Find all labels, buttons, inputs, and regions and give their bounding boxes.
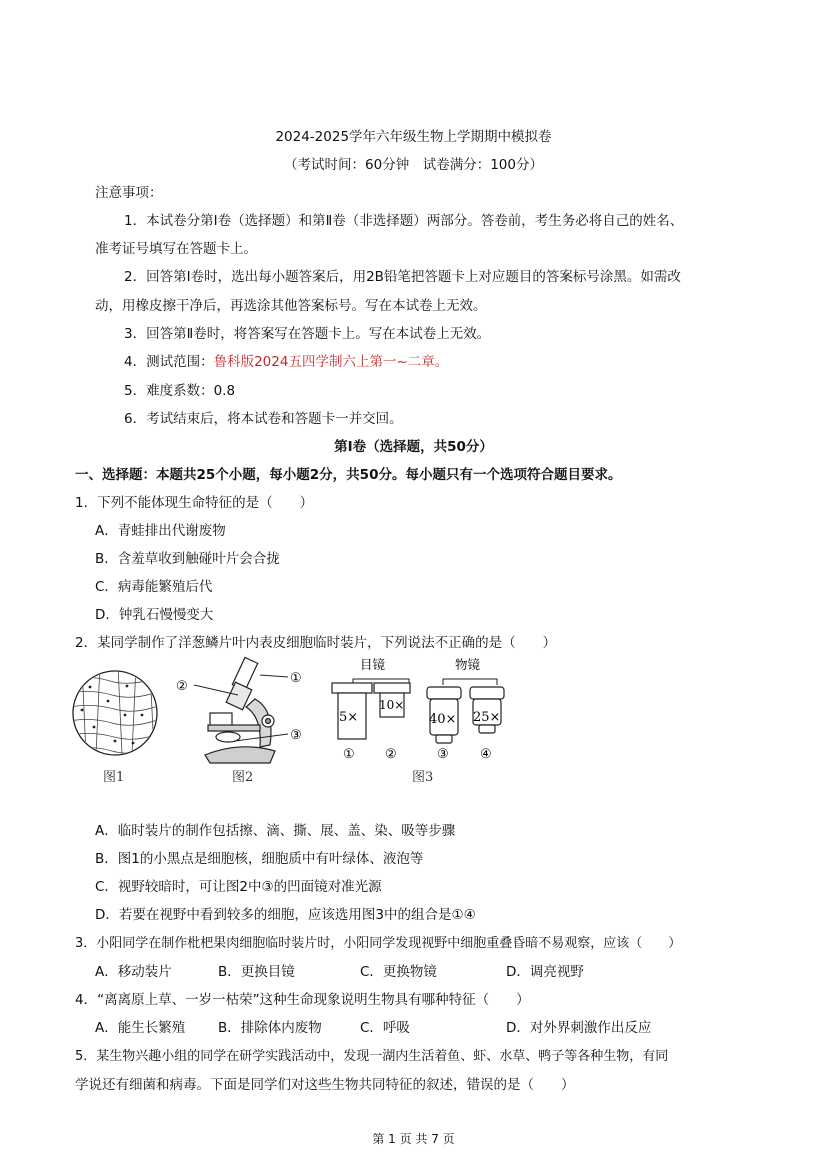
q4-option-a: A．能生长繁殖 xyxy=(95,1020,186,1036)
q1-option-a: A．青蛙排出代谢废物 xyxy=(95,523,226,539)
q5-stem-line1: 5．某生物兴趣小组的同学在研学实践活动中，发现一湖内生活着鱼、虾、水草、鸭子等各种生物，有同 xyxy=(75,1049,669,1064)
fig2-microscope xyxy=(205,657,275,763)
lens-label-2: ② xyxy=(385,747,397,762)
q2-option-a: A．临时装片的制作包括擦、滴、撕、展、盖、染、吸等步骤 xyxy=(95,823,456,839)
q2-figure xyxy=(70,655,520,795)
q5-stem-line2: 学说还有细菌和病毒。下面是同学们对这些生物共同特征的叙述，错误的是（ ） xyxy=(75,1077,575,1093)
note-1a: 1．本试卷分第Ⅰ卷（选择题）和第Ⅱ卷（非选择题）两部分。答卷前，考生务必将自己的姓名、 xyxy=(124,213,684,229)
q2-option-c: C．视野较暗时，可让图2中③的凹面镜对准光源 xyxy=(95,879,382,895)
notes-heading: 注意事项： xyxy=(95,185,163,201)
fig2-caption: 图2 xyxy=(232,770,254,785)
section-title: 第Ⅰ卷（选择题，共50分） xyxy=(334,439,493,455)
q4-stem: 4．“离离原上草、一岁一枯荣”这种生命现象说明生物具有哪种特征（ ） xyxy=(75,992,530,1008)
note-4 xyxy=(124,353,448,371)
q3-option-b: B．更换目镜 xyxy=(218,964,295,980)
lens-2-mag: 10× xyxy=(379,698,405,712)
eyepiece-label: 目镜 xyxy=(360,657,386,672)
note-4-scope: 鲁科版2024五四学制六上第一~二章。 xyxy=(213,354,449,370)
note-3: 3．回答第Ⅱ卷时，将答案写在答题卡上。写在本试卷上无效。 xyxy=(124,326,491,342)
q3-option-c: C．更换物镜 xyxy=(360,964,437,980)
fig1-cells xyxy=(70,665,160,755)
q2-stem: 2．某同学制作了洋葱鳞片叶内表皮细胞临时装片，下列说法不正确的是（ ） xyxy=(75,635,557,651)
q3-option-a: A．移动装片 xyxy=(95,964,172,980)
page-number: 第 1 页 共 7 页 xyxy=(372,1132,455,1146)
q2-option-b: B．图1的小黑点是细胞核，细胞质中有叶绿体、液泡等 xyxy=(95,851,424,867)
q3-stem: 3．小阳同学在制作枇杷果肉细胞临时装片时，小阳同学发现视野中细胞重叠昏暗不易观察，应该（ ） xyxy=(75,936,682,951)
q2-option-d: D．若要在视野中看到较多的细胞，应该选用图3中的组合是①④ xyxy=(95,907,476,923)
fig1-caption: 图1 xyxy=(103,770,125,785)
fig2-label-1: ① xyxy=(290,671,302,686)
exam-subtitle: （考试时间：60分钟 试卷满分：100分） xyxy=(284,157,543,173)
q1-option-b: B．含羞草收到触碰叶片会合拢 xyxy=(95,551,280,567)
note-6: 6．考试结束后，将本试卷和答题卡一并交回。 xyxy=(124,411,403,427)
fig2-label-3: ③ xyxy=(290,728,302,743)
note-2b: 动，用橡皮擦干净后，再选涂其他答案标号。写在本试卷上无效。 xyxy=(95,298,487,314)
note-1b: 准考证号填写在答题卡上。 xyxy=(95,241,257,257)
q1-stem: 1．下列不能体现生命特征的是（ ） xyxy=(75,495,314,511)
q3-option-d: D．调亮视野 xyxy=(506,964,584,980)
lens-label-4: ④ xyxy=(480,747,492,762)
q1-option-d: D．钟乳石慢慢变大 xyxy=(95,607,214,623)
lens-3-mag: 40× xyxy=(429,712,457,727)
note-5: 5．难度系数：0.8 xyxy=(124,383,236,399)
lens-1-mag: 5× xyxy=(339,710,359,725)
lens-label-1: ① xyxy=(343,747,355,762)
note-2a: 2．回答第Ⅰ卷时，选出每小题答案后，用2B铅笔把答题卡上对应题目的答案标号涂黑。如需改 xyxy=(124,269,681,285)
exam-title: 2024-2025学年六年级生物上学期期中模拟卷 xyxy=(275,129,552,145)
objective-label: 物镜 xyxy=(455,657,481,672)
q4-option-d: D．对外界刺激作出反应 xyxy=(506,1020,652,1036)
q1-option-c: C．病毒能繁殖后代 xyxy=(95,579,213,595)
lens-label-3: ③ xyxy=(437,747,449,762)
section-instruction: 一、选择题：本题共25个小题，每小题2分，共50分。每小题只有一个选项符合题目要求。 xyxy=(75,467,622,483)
q4-option-b: B．排除体内废物 xyxy=(218,1020,322,1036)
note-4-prefix: 4．测试范围： xyxy=(124,354,214,370)
fig3-caption: 图3 xyxy=(412,770,434,785)
q4-option-c: C．呼吸 xyxy=(360,1020,410,1036)
fig2-label-2: ② xyxy=(176,679,188,694)
lens-4-mag: 25× xyxy=(473,710,501,725)
